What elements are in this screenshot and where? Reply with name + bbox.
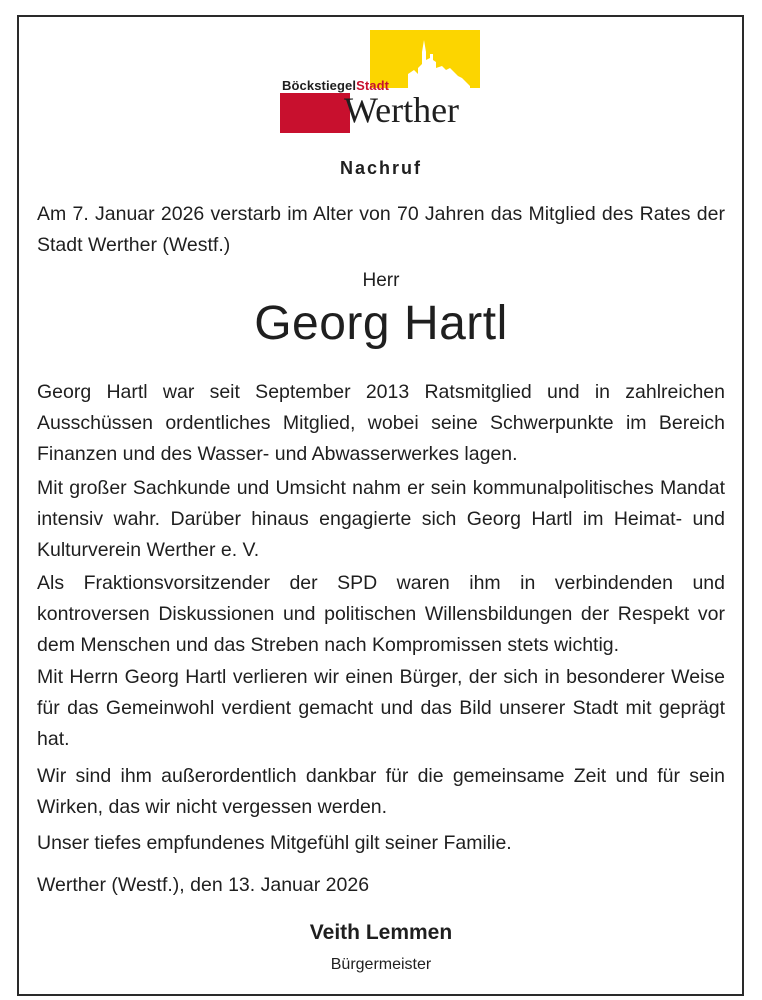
place-date: Werther (Westf.), den 13. Januar 2026 bbox=[37, 874, 370, 896]
body-paragraph: Wir sind ihm außerordentlich dankbar für die gemeinsame Zeit und für sein Wirken, das wir nicht vergessen werden. bbox=[37, 765, 725, 818]
deceased-name: Georg Hartl bbox=[254, 297, 508, 350]
body-paragraph: Unser tiefes empfundenes Mitgefühl gilt seiner Familie. bbox=[37, 832, 512, 854]
salutation: Herr bbox=[362, 270, 400, 291]
logo-subtitle: BöckstiegelStadt bbox=[282, 78, 390, 93]
body-paragraph: Mit Herrn Georg Hartl verlieren wir einen Bürger, der sich in besonderer Weise für das Gemeinwohl verdient gemacht und das Bild unserer Stadt mit geprägt hat. bbox=[37, 666, 725, 750]
notice-heading: Nachruf bbox=[339, 158, 422, 178]
body-paragraph: Als Fraktionsvorsitzender der SPD waren ihm in verbindenden und kontroversen Diskussionen und politischen Willensbildungen der Respekt vor dem Menschen und das Streben nach Kompromissen stets wichtig. bbox=[37, 572, 725, 656]
intro-paragraph: Am 7. Januar 2026 verstarb im Alter von 70 Jahren das Mitglied des Rates der Stadt Werther (Westf.) bbox=[37, 203, 725, 256]
logo-wordmark: Werther bbox=[344, 90, 460, 130]
city-logo bbox=[280, 30, 480, 136]
signer-title: Bürgermeister bbox=[330, 956, 432, 973]
body-paragraph: Mit großer Sachkunde und Umsicht nahm er sein kommunalpolitisches Mandat intensiv wahr. Darüber hinaus engagierte sich Georg Hartl im Heimat- und Kulturverein Werther e. V. bbox=[37, 477, 725, 561]
body-paragraph: Georg Hartl war seit September 2013 Ratsmitglied und in zahlreichen Ausschüssen ordentliches Mitglied, wobei seine Schwerpunkte im Bereich Finanzen und des Wasser- und Abwasserwerkes lagen. bbox=[37, 381, 725, 465]
signer-name: Veith Lemmen bbox=[309, 921, 453, 944]
logo-red-block bbox=[280, 93, 350, 133]
